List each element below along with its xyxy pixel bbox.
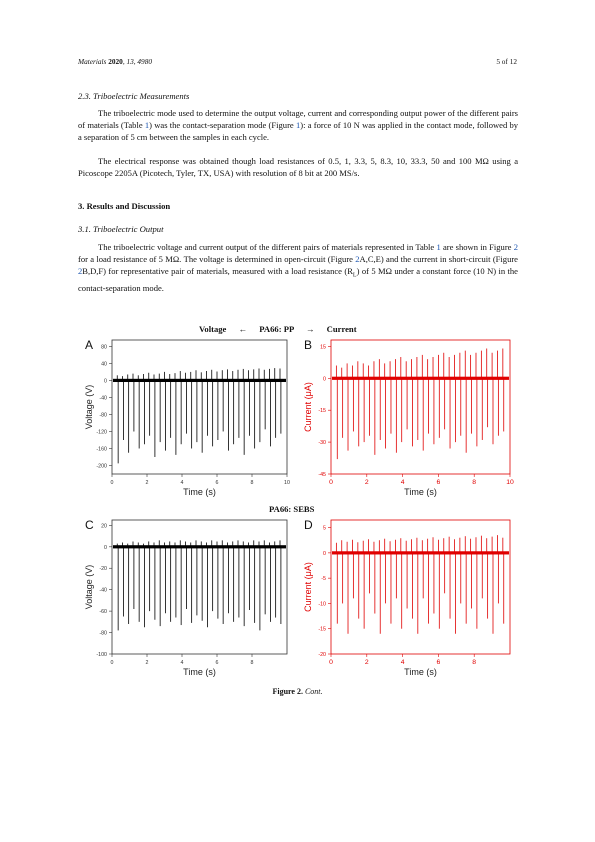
figure-caption	[0, 687, 595, 696]
plot-frame	[112, 340, 287, 474]
text-run: ): a force of 10 N was applied in the contact mode, followed by a separation of 5 cm between the samples in each cycle.	[78, 120, 519, 143]
voltage-label: Voltage	[199, 324, 227, 334]
pair-label-pa66-pp: PA66: PP	[259, 324, 294, 334]
x-tick-label: 0	[329, 479, 333, 486]
y-tick-label: -100	[96, 652, 107, 658]
text-run: ) was the contact-separation mode (Figure	[149, 120, 296, 131]
y-axis-label: Voltage (V)	[84, 384, 94, 430]
text-run: A,C,E) and the current in short-circuit (Figure	[359, 254, 518, 265]
y-tick-label: 80	[101, 344, 107, 351]
x-tick-label: 0	[110, 480, 114, 486]
caption-label: Figure 2.	[272, 687, 303, 696]
figure-mid-title: PA66: SEBS	[269, 504, 315, 514]
x-tick-label: 10	[284, 480, 290, 486]
x-tick-label: 8	[472, 659, 477, 666]
text-run: for a load resistance of 5 MΩ. The voltage is determined in open-circuit (Figure	[78, 254, 356, 265]
x-tick-label: 10	[506, 479, 514, 486]
x-tick-label: 6	[215, 660, 219, 666]
chart-panel-d	[301, 516, 516, 681]
y-tick-label: -40	[99, 587, 107, 594]
panel-letter: D	[304, 518, 313, 532]
x-tick-label: 4	[400, 479, 405, 486]
journal-volume: , 13, 4980	[122, 57, 152, 66]
figure-ref-link[interactable]: 2	[78, 266, 83, 277]
y-tick-label: 0	[104, 544, 107, 551]
section-title-2-3: 2.3. Triboelectric Measurements	[78, 91, 190, 101]
y-tick-label: -80	[99, 412, 107, 419]
paragraph-triboelectric-mode	[78, 107, 518, 143]
x-tick-label: 2	[145, 480, 149, 486]
y-tick-label: -40	[99, 395, 107, 402]
y-tick-label: -10	[318, 601, 326, 608]
right-arrow: →	[305, 324, 315, 334]
subscript-l: L	[352, 272, 357, 279]
journal-year: 2020	[108, 57, 123, 66]
page-number: 5 of 12	[496, 57, 517, 66]
y-tick-label: 0	[104, 378, 107, 385]
x-tick-label: 6	[215, 480, 219, 486]
x-tick-label: 4	[400, 659, 405, 666]
paragraph-electrical-response: The electrical response was obtained though load resistances of 0.5, 1, 3.3, 5, 8.3, 10, 33.3, 50 and 100 MΩ using a Picoscope 2205A (Picotech, Tyler, TX, USA) with resolution of 8 bit at 200 MS/s.	[78, 156, 518, 179]
table-ref-link[interactable]: 1	[436, 242, 441, 252]
x-axis-label: Time (s)	[404, 667, 437, 677]
y-tick-label: -20	[99, 566, 107, 573]
chart-panel-a	[82, 336, 297, 501]
left-arrow: ←	[238, 324, 248, 334]
x-tick-label: 2	[364, 659, 369, 666]
y-axis-label: Voltage (V)	[84, 564, 94, 610]
text-run: ) of 5 MΩ under a constant force (10 N) in the contact-separation mode.	[78, 266, 518, 293]
y-tick-label: -5	[321, 576, 326, 583]
figure-ref-link[interactable]: 2	[355, 254, 360, 265]
y-tick-label: -60	[99, 609, 107, 616]
x-tick-label: 6	[436, 659, 441, 666]
y-tick-label: -30	[318, 440, 326, 447]
y-tick-label: -20	[318, 652, 326, 658]
y-tick-label: 0	[323, 550, 326, 557]
y-tick-label: -200	[96, 463, 107, 470]
running-header-journal	[78, 57, 152, 66]
text-run: The triboelectric voltage and current output of the different pairs of materials represented in Table	[98, 242, 437, 252]
paragraph-triboelectric-output	[78, 241, 518, 294]
plot-frame	[112, 520, 287, 654]
y-tick-label: -120	[96, 429, 107, 436]
x-axis-label: Time (s)	[404, 487, 437, 497]
x-axis-label: Time (s)	[183, 667, 216, 677]
x-tick-label: 2	[364, 479, 369, 486]
y-tick-label: -15	[318, 408, 326, 415]
y-tick-label: -80	[99, 630, 107, 637]
x-tick-label: 2	[145, 660, 149, 666]
caption-text: Cont.	[304, 687, 323, 696]
y-tick-label: 40	[101, 361, 107, 368]
plot-frame	[331, 520, 510, 654]
figure-top-title	[199, 324, 357, 334]
text-run: are shown in Figure	[440, 242, 514, 252]
panel-letter: C	[85, 518, 94, 532]
x-axis-label: Time (s)	[183, 487, 216, 497]
x-tick-label: 6	[436, 479, 441, 486]
x-tick-label: 4	[180, 480, 184, 486]
panel-letter: B	[304, 338, 313, 352]
x-tick-label: 4	[180, 660, 184, 666]
section-title-3: 3. Results and Discussion	[78, 201, 171, 211]
x-tick-label: 0	[329, 659, 333, 666]
y-axis-label: Current (μA)	[303, 562, 313, 612]
current-label: Current	[326, 324, 357, 334]
x-tick-label: 8	[472, 479, 477, 486]
y-tick-label: 0	[323, 376, 326, 383]
figure-ref-link[interactable]: 1	[295, 120, 301, 131]
journal-name: Materials	[78, 57, 107, 66]
figure-ref-link[interactable]: 2	[513, 242, 518, 252]
y-axis-label: Current (μA)	[303, 382, 313, 432]
y-tick-label: -160	[96, 446, 107, 453]
y-tick-label: -15	[318, 626, 326, 633]
section-title-3-1: 3.1. Triboelectric Output	[78, 224, 164, 234]
y-tick-label: 20	[101, 523, 107, 530]
panel-letter: A	[85, 338, 94, 352]
x-tick-label: 0	[110, 660, 114, 666]
chart-panel-b	[301, 336, 516, 501]
y-tick-label: -45	[318, 472, 326, 478]
text-run: The triboelectric mode used to determine the output voltage, current and corresponding output power of the different pairs of materials (Table	[78, 108, 518, 131]
y-tick-label: 15	[320, 344, 326, 351]
text-run: B,D,F) for representative pair of materials, measured with a load resistance (R	[82, 266, 353, 277]
x-tick-label: 8	[250, 660, 254, 666]
table-ref-link[interactable]: 1	[144, 120, 150, 131]
x-tick-label: 8	[250, 480, 254, 486]
y-tick-label: 5	[323, 525, 326, 532]
chart-panel-c	[82, 516, 297, 681]
plot-frame	[331, 340, 510, 474]
